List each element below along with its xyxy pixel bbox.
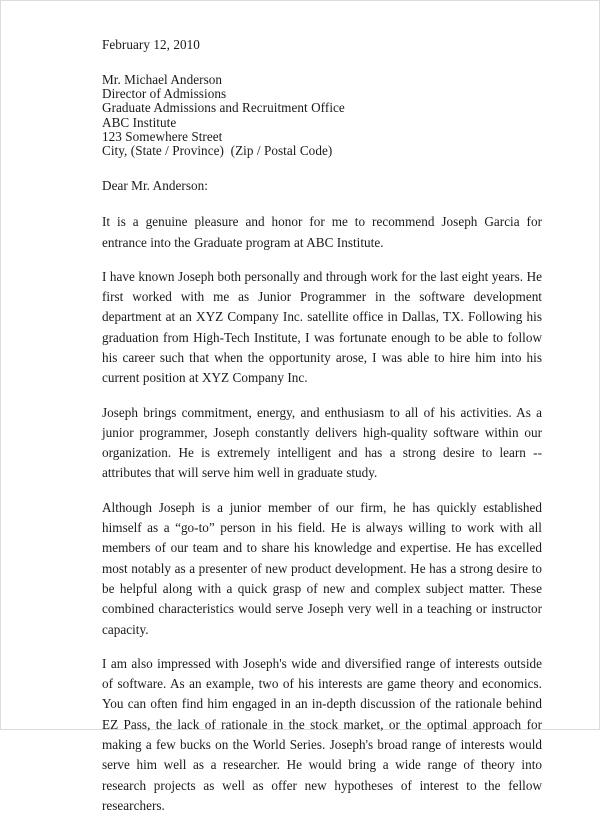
letter-paragraph-1: It is a genuine pleasure and honor for me to recommend Joseph Garcia for entrance into the Graduate program at ABC Institute. — [102, 214, 542, 250]
recipient-street: 123 Somewhere Street — [102, 128, 223, 144]
letter-paragraph-5: I am also impressed with Joseph's wide and diversified range of interests outside of software. As an example, two of his interests are game theory and economics. You can often find him engaged in an in-depth discussion of the rationale behind EZ Pass, the lack of rationale in the stock market, or the optimal approach for making a few bucks on the World Series. Joseph's broad range of interests would serve him well as a researcher. He would bring a wide range of theory into research projects as well as offer new hypotheses of interest to the fellow researchers. — [102, 655, 542, 813]
letter-paragraph-3: Joseph brings commitment, energy, and enthusiasm to all of his activities. As a junior programmer, Joseph constantly delivers high-quality software within our organization. He is extremely intelligent and has a strong desire to learn -- attributes that will serve him well in graduate study. — [102, 404, 542, 481]
letter-salutation: Dear Mr. Anderson: — [102, 178, 209, 194]
recipient-name: Mr. Michael Anderson — [102, 72, 223, 87]
letter-paragraph-4: Although Joseph is a junior member of our firm, he has quickly established himself as a “go-to” person in his field. He is always willing to work with all members of our team and to share his knowledge and expertise. He has excelled most notably as a presenter of new product development. He has a strong desire to be helpful along with a quick grasp of new and complex subject matter. These combined characteristics would serve Joseph very well in a teaching or instructor capacity. — [102, 499, 542, 637]
letter-body — [102, 37, 542, 816]
letter-date: February 12, 2010 — [102, 37, 200, 52]
recipient-title: Director of Admissions — [102, 86, 227, 102]
recipient-city-state-zip: City, (State / Province) (Zip / Postal Code) — [102, 143, 333, 159]
letter-paragraph-2: I have known Joseph both personally and through work for the last eight years. He first worked with me as Junior Programmer in the software development department at an XYZ Company Inc. satellite office in Dallas, TX. Following his graduation from High-Tech Institute, I was fortunate enough to be able to follow his career such that when the opportunity arose, I was able to hire him into his current position at XYZ Company Inc. — [102, 268, 542, 386]
recipient-office: Graduate Admissions and Recruitment Office — [102, 100, 345, 116]
recipient-address-block — [102, 73, 542, 158]
recipient-institution: ABC Institute — [102, 114, 177, 130]
